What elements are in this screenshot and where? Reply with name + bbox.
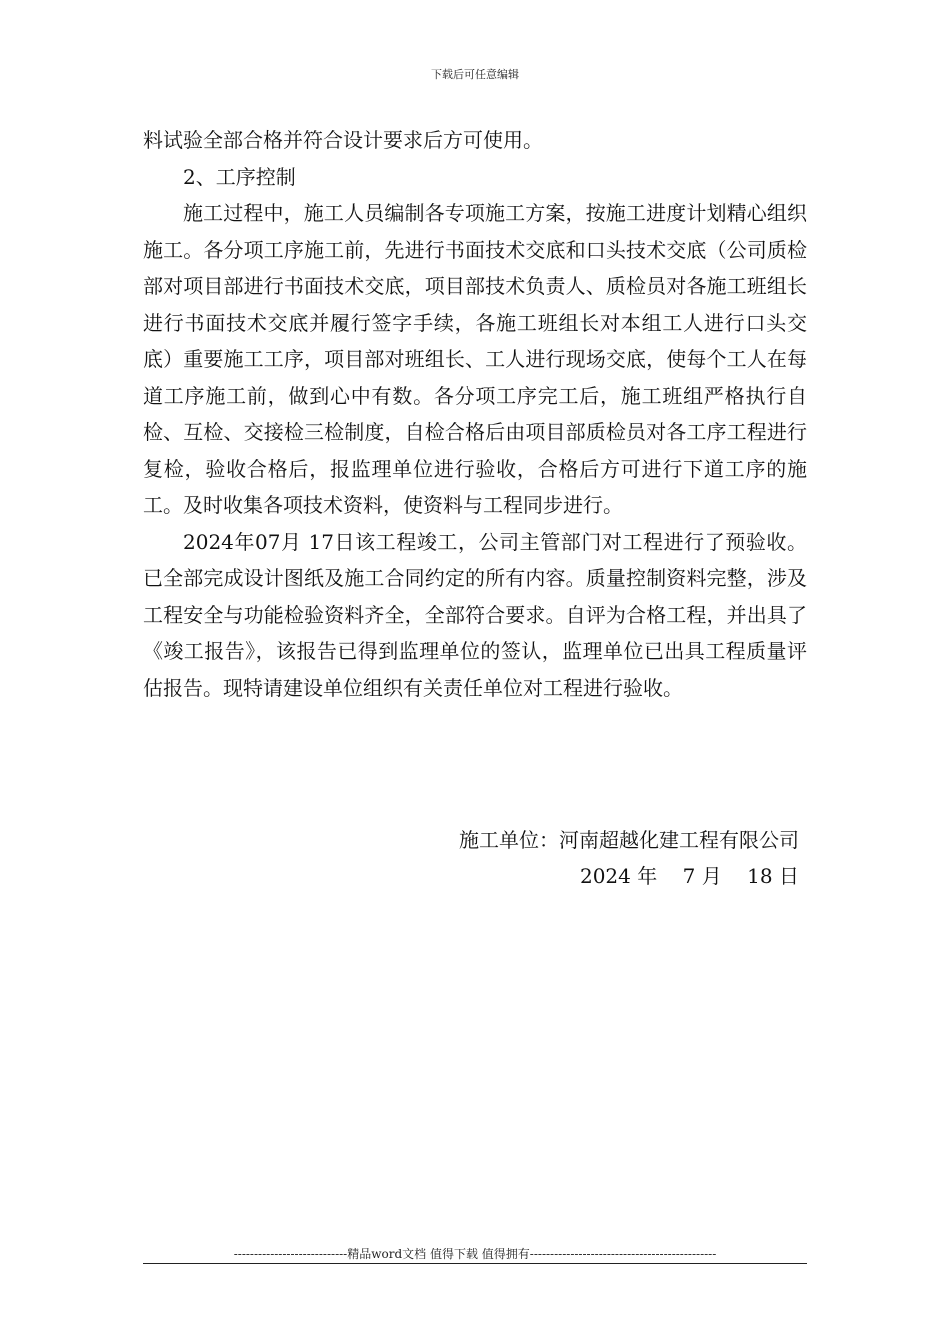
paragraph-process-control: 施工过程中，施工人员编制各专项施工方案，按施工进度计划精心组织施工。各分项工序施工前，先进行书面技术交底和口头技术交底（公司质检部对项目部进行书面技术交底，项目部技术负责人、质检员对各施工班组长进行书面技术交底并履行签字手续，各施工班组长对本组工人进行口头交底）重要施工工序，项目部对班组长、工人进行现场交底，使每个工人在每道工序施工前，做到心中有数。各分项工序完工后，施工班组严格执行自检、互检、交接检三检制度，自检合格后由项目部质检员对各工序工程进行复检，验收合格后，报监理单位进行验收，合格后方可进行下道工序的施工。及时收集各项技术资料，使资料与工程同步进行。 bbox=[143, 201, 807, 517]
document-body bbox=[143, 122, 807, 706]
footer-divider bbox=[143, 1263, 807, 1264]
footer-note: ----------------------------精品word文档 值得下载 值得拥有---------------------------------------------- bbox=[233, 1247, 717, 1261]
paragraph-continuation: 料试验全部合格并符合设计要求后方可使用。 bbox=[143, 128, 543, 152]
header-note: 下载后可任意编辑 bbox=[431, 68, 519, 81]
paragraph-completion: 2024年07月 17日该工程竣工，公司主管部门对工程进行了预验收。已全部完成设计图纸及施工合同约定的所有内容。质量控制资料完整，涉及工程安全与功能检验资料齐全，全部符合要求。自评为合格工程，并出具了《竣工报告》，该报告已得到监理单位的签认，监理单位已出具工程质量评估报告。现特请建设单位组织有关责任单位对工程进行验收。 bbox=[143, 529, 807, 700]
signature-unit: 施工单位：河南超越化建工程有限公司 bbox=[459, 828, 799, 852]
signature-date: 2024 年 7 月 18 日 bbox=[579, 864, 799, 888]
section-heading: 2、工序控制 bbox=[183, 164, 296, 189]
